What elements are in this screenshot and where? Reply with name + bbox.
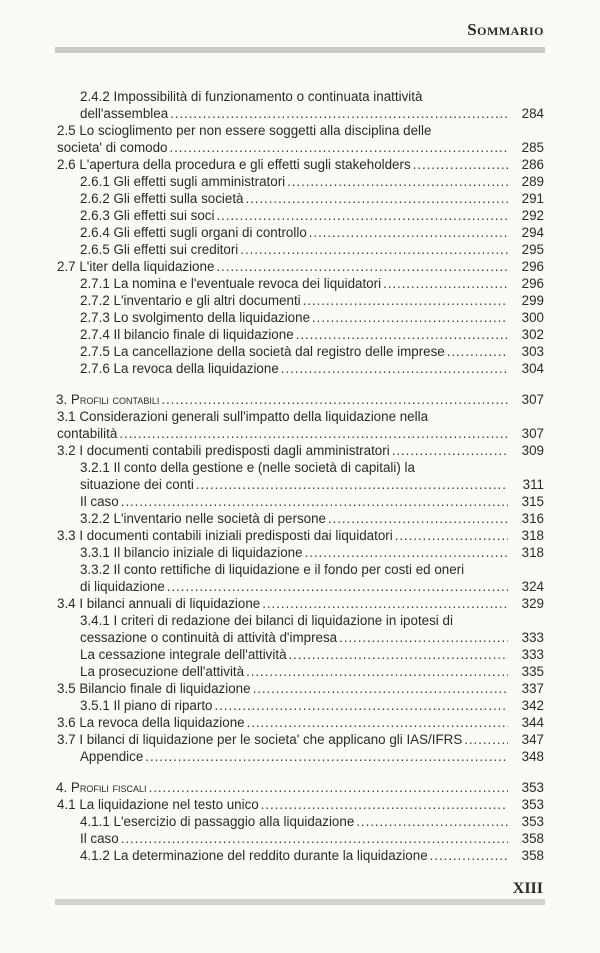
running-header-title: Sommario [467, 20, 544, 39]
toc-entry-title: 3.5.1 Il piano di riparto [80, 698, 213, 713]
toc-entry-title: 2.5 Lo scioglimento per non essere soggetti alla disciplina delle [57, 123, 432, 138]
dot-leader [246, 190, 508, 207]
toc-entry[interactable] [56, 680, 544, 697]
toc-entry[interactable] [56, 646, 544, 663]
toc-page-number: 333 [521, 647, 544, 662]
dot-leader [287, 173, 508, 190]
toc-entry[interactable] [56, 731, 544, 748]
toc-entry-title: 3.5 Bilancio finale di liquidazione [57, 681, 251, 696]
toc-entry-title: 2.6.2 Gli effetti sulla società [80, 191, 244, 206]
toc-entry[interactable] [56, 847, 544, 864]
toc-entry[interactable] [56, 697, 544, 714]
toc-entry-title: 2.7.3 Lo svolgimento della liquidazione [80, 310, 311, 325]
toc-entry[interactable] [56, 156, 544, 173]
dot-leader [296, 326, 508, 343]
toc-page-number: 307 [521, 392, 544, 407]
toc-page-number: 309 [521, 443, 544, 458]
dot-leader [196, 476, 508, 493]
dot-leader [119, 425, 508, 442]
toc-page-number: 342 [521, 698, 544, 713]
toc-page-number: 335 [521, 664, 544, 679]
toc-entry-title: 2.7.6 La revoca della liquidazione [80, 361, 279, 376]
header-rule [55, 47, 545, 53]
section-gap [56, 377, 544, 391]
toc-page-number: 333 [521, 630, 544, 645]
dot-leader [339, 629, 508, 646]
toc-entry-title: 2.4.2 Impossibilità di funzionamento o continuata inattività [80, 89, 423, 104]
toc-page-number: 300 [521, 310, 544, 325]
toc-entry[interactable] [56, 442, 544, 459]
toc-page-number: 353 [521, 780, 544, 795]
toc-entry-title: La prosecuzione dell'attività [80, 664, 245, 679]
dot-leader [289, 646, 508, 663]
dot-leader [170, 139, 509, 156]
toc-entry-title: 2.6.1 Gli effetti sugli amministratori [80, 174, 286, 189]
toc-page-number: 358 [521, 848, 544, 863]
toc-entry-title: 2.7.1 La nomina e l'eventuale revoca dei liquidatori [80, 276, 382, 291]
toc-entry-title: 3.2.1 Il conto della gestione e (nelle società di capitali) la [80, 460, 415, 475]
toc-entry[interactable] [56, 510, 544, 527]
page-number: XIII [512, 880, 543, 897]
toc-entry[interactable] [56, 122, 544, 156]
dot-leader [305, 544, 508, 561]
toc-page-number: 311 [522, 477, 544, 492]
toc-entry-title: 2.7.5 La cancellazione della società dal registro delle imprese [80, 344, 445, 359]
toc-entry[interactable] [56, 275, 544, 292]
toc-entry-title: 4.1 La liquidazione nel testo unico [57, 797, 259, 812]
dot-leader [149, 779, 508, 796]
dot-leader [395, 527, 508, 544]
dot-leader [121, 830, 508, 847]
toc-entry[interactable] [56, 190, 544, 207]
toc-entry-title: 3.6 La revoca della liquidazione [57, 715, 245, 730]
toc-page-number: 295 [521, 242, 544, 257]
dot-leader [253, 680, 508, 697]
dot-leader [121, 493, 508, 510]
toc-page-number: 294 [521, 225, 544, 240]
toc-entry[interactable] [56, 292, 544, 309]
toc-entry-title: 2.7.2 L'inventario e gli altri documenti [80, 293, 301, 308]
dot-leader [161, 391, 508, 408]
dot-leader [247, 714, 508, 731]
toc-entry-title-continuation: contabilità [57, 426, 118, 441]
toc-page-number: 329 [521, 596, 544, 611]
toc-entry-title: 3.1 Considerazioni generali sull'impatto della liquidazione nella [57, 409, 429, 424]
dot-leader [464, 731, 508, 748]
dot-leader [281, 360, 508, 377]
toc-entry-title-continuation: dell'assemblea [80, 106, 169, 121]
toc-page-number: 318 [521, 545, 544, 560]
dot-leader [392, 442, 508, 459]
toc-page-number: 302 [521, 327, 544, 342]
toc-entry-title-continuation: societa' di comodo [57, 140, 168, 155]
footer-rule [55, 899, 545, 905]
toc-entry-title: 3.4.1 I criteri di redazione dei bilanci di liquidazione in ipotesi di [80, 613, 453, 628]
toc-page-number: 358 [521, 831, 544, 846]
toc-entry[interactable] [56, 173, 544, 190]
toc-entry[interactable] [56, 326, 544, 343]
toc-entry[interactable] [56, 241, 544, 258]
toc-page-number: 348 [521, 749, 544, 764]
toc-entry-title: 4. Profili fiscali [56, 780, 147, 795]
table-of-contents [56, 88, 544, 864]
toc-entry-title-continuation: di liquidazione [80, 579, 165, 594]
toc-page-number: 307 [521, 426, 544, 441]
dot-leader [145, 748, 508, 765]
toc-entry-title: 4.1.1 L'esercizio di passaggio alla liquidazione [80, 814, 355, 829]
toc-entry[interactable] [56, 343, 544, 360]
toc-entry[interactable] [56, 527, 544, 544]
toc-entry[interactable] [56, 493, 544, 510]
toc-entry[interactable] [56, 748, 544, 765]
dot-leader [170, 105, 508, 122]
toc-entry-title: 2.7 L'iter della liquidazione [57, 259, 215, 274]
toc-entry[interactable] [56, 391, 544, 408]
toc-entry[interactable] [56, 544, 544, 561]
toc-entry-title: La cessazione integrale dell'attività [80, 647, 287, 662]
toc-page-number: 324 [521, 579, 544, 594]
toc-entry-title: 3. Profili contabili [56, 392, 160, 407]
dot-leader [240, 241, 508, 258]
toc-entry[interactable] [56, 595, 544, 612]
toc-entry[interactable] [56, 408, 544, 442]
toc-entry-title: Il caso [80, 831, 119, 846]
toc-page-number: 347 [521, 732, 544, 747]
dot-leader [167, 578, 508, 595]
toc-page-number: 292 [521, 208, 544, 223]
toc-entry[interactable] [56, 830, 544, 847]
toc-entry[interactable] [56, 258, 544, 275]
toc-page-number: 353 [521, 797, 544, 812]
toc-page-number: 291 [521, 191, 544, 206]
dot-leader [430, 847, 508, 864]
toc-page-number: 337 [521, 681, 544, 696]
section-gap [56, 765, 544, 779]
toc-entry-title: 2.6.4 Gli effetti sugli organi di controllo [80, 225, 307, 240]
dot-leader [356, 813, 508, 830]
toc-page-number: 286 [521, 157, 544, 172]
dot-leader [447, 343, 508, 360]
toc-page-number: 303 [521, 344, 544, 359]
toc-entry-title-continuation: cessazione o continuità di attività d'impresa [80, 630, 338, 645]
toc-entry-title: 2.6.5 Gli effetti sui creditori [80, 242, 239, 257]
toc-page-number: 316 [521, 511, 544, 526]
toc-page-number: 284 [521, 106, 544, 121]
toc-entry-title: 3.2 I documenti contabili predisposti dagli amministratori [57, 443, 390, 458]
toc-entry[interactable] [56, 224, 544, 241]
toc-entry-title: 2.6.3 Gli effetti sui soci [80, 208, 215, 223]
toc-entry-title: 3.3.1 Il bilancio iniziale di liquidazione [80, 545, 303, 560]
toc-entry-title: 4.1.2 La determinazione del reddito durante la liquidazione [80, 848, 428, 863]
toc-entry-title: 3.4 I bilanci annuali di liquidazione [57, 596, 261, 611]
toc-entry[interactable] [56, 561, 544, 595]
toc-entry-title: 3.2.2 L'inventario nelle società di persone [80, 511, 326, 526]
toc-entry-title: Appendice [80, 749, 144, 764]
dot-leader [261, 796, 508, 813]
toc-page-number: 296 [521, 259, 544, 274]
toc-entry[interactable] [56, 360, 544, 377]
toc-page-number: 344 [521, 715, 544, 730]
toc-entry-title: 2.6 L'apertura della procedura e gli effetti sugli stakeholders [57, 157, 411, 172]
dot-leader [309, 224, 508, 241]
toc-page-number: 315 [521, 494, 544, 509]
dot-leader [262, 595, 508, 612]
toc-page-number: 353 [521, 814, 544, 829]
toc-entry[interactable] [56, 309, 544, 326]
dot-leader [216, 258, 508, 275]
toc-entry-title: Il caso [80, 494, 119, 509]
toc-entry[interactable] [56, 796, 544, 813]
toc-entry-title: 3.3 I documenti contabili iniziali predisposti dai liquidatori [57, 528, 393, 543]
toc-page-number: 289 [521, 174, 544, 189]
dot-leader [216, 207, 508, 224]
toc-page-number: 285 [521, 140, 544, 155]
toc-page-number: 304 [521, 361, 544, 376]
toc-entry[interactable] [56, 813, 544, 830]
toc-entry-title: 3.3.2 Il conto rettifiche di liquidazione e il fondo per costi ed oneri [80, 562, 465, 577]
toc-entry[interactable] [56, 779, 544, 796]
toc-page-number: 299 [521, 293, 544, 308]
dot-leader [246, 663, 508, 680]
dot-leader [383, 275, 508, 292]
toc-entry-title-continuation: situazione dei conti [80, 477, 194, 492]
toc-page-number: 318 [521, 528, 544, 543]
toc-entry[interactable] [56, 88, 544, 122]
toc-entry[interactable] [56, 612, 544, 646]
toc-entry[interactable] [56, 714, 544, 731]
toc-entry[interactable] [56, 207, 544, 224]
dot-leader [312, 309, 508, 326]
dot-leader [413, 156, 508, 173]
toc-entry-title: 2.7.4 Il bilancio finale di liquidazione [80, 327, 294, 342]
dot-leader [303, 292, 508, 309]
toc-page-number: 296 [521, 276, 544, 291]
toc-entry[interactable] [56, 459, 544, 493]
dot-leader [215, 697, 508, 714]
toc-entry[interactable] [56, 663, 544, 680]
dot-leader [328, 510, 508, 527]
toc-entry-title: 3.7 I bilanci di liquidazione per le societa' che applicano gli IAS/IFRS [57, 732, 463, 747]
